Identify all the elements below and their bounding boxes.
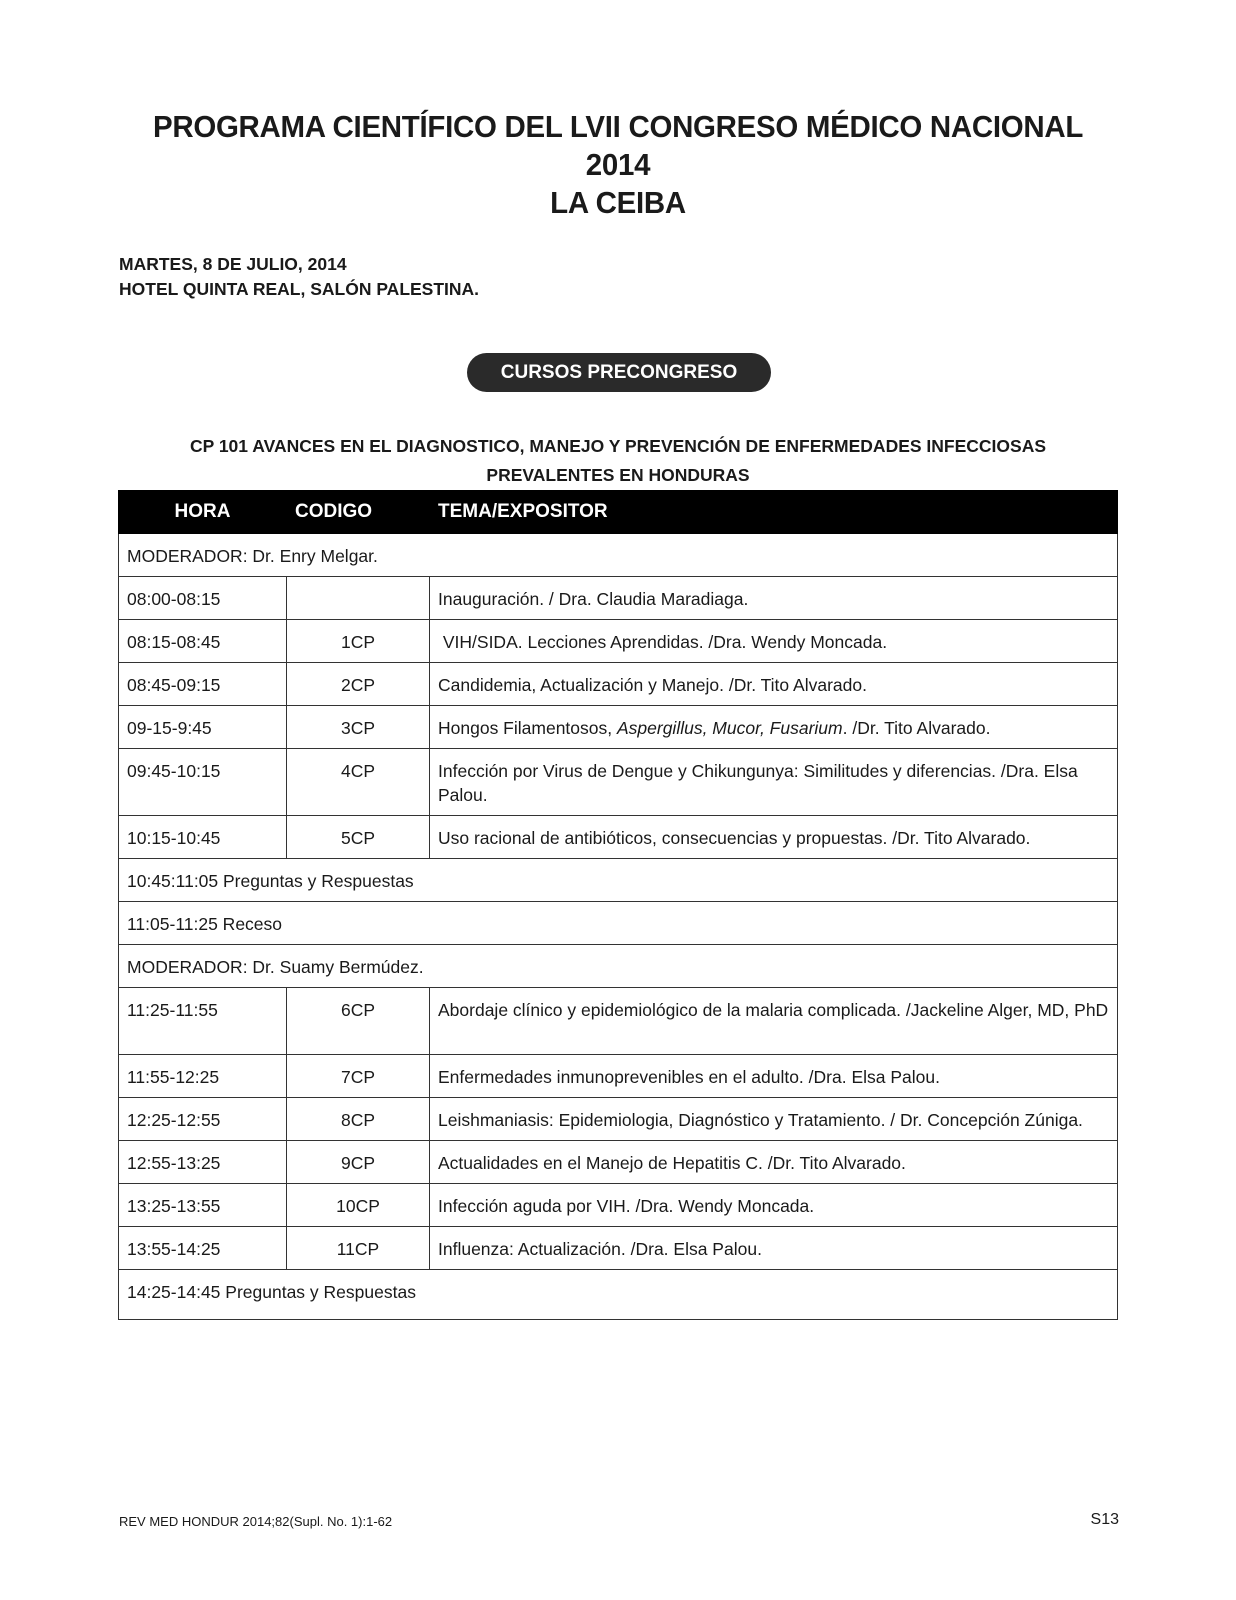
moderator-row (119, 945, 1118, 988)
codigo-cell: 3CP (287, 706, 430, 749)
table-row (119, 663, 1118, 706)
event-date: MARTES, 8 DE JULIO, 2014 (119, 254, 347, 274)
codigo-cell: 6CP (287, 988, 430, 1055)
title-line-3: LA CEIBA (550, 185, 686, 220)
course-title-line-2: PREVALENTES EN HONDURAS (486, 465, 750, 485)
tema-cell (430, 706, 1118, 749)
table-row (119, 749, 1118, 816)
codigo-cell: 9CP (287, 1141, 430, 1184)
tema-cell: Uso racional de antibióticos, consecuencias y propuestas. /Dr. Tito Alvarado. (430, 816, 1118, 859)
codigo-cell (287, 577, 430, 620)
hora-cell: 08:00-08:15 (119, 577, 287, 620)
hora-cell: 10:15-10:45 (119, 816, 287, 859)
qa-row (119, 1270, 1118, 1320)
codigo-cell: 11CP (287, 1227, 430, 1270)
title-line-2: 2014 (585, 147, 651, 182)
table-row (119, 1184, 1118, 1227)
date-venue-block (119, 252, 479, 302)
table-row (119, 816, 1118, 859)
tema-cell: Inauguración. / Dra. Claudia Maradiaga. (430, 577, 1118, 620)
break-cell: 11:05-11:25 Receso (119, 902, 1118, 945)
table-row (119, 577, 1118, 620)
hora-cell: 08:45-09:15 (119, 663, 287, 706)
qa-cell: 10:45:11:05 Preguntas y Respuestas (119, 859, 1118, 902)
codigo-cell: 2CP (287, 663, 430, 706)
section-badge: CURSOS PRECONGRESO (467, 353, 771, 392)
table-row (119, 1141, 1118, 1184)
hora-cell: 08:15-08:45 (119, 620, 287, 663)
table-row (119, 706, 1118, 749)
qa-row (119, 859, 1118, 902)
title-line-1: PROGRAMA CIENTÍFICO DEL LVII CONGRESO MÉDICO NACIONAL (152, 109, 1084, 144)
course-title (119, 432, 1117, 490)
header-tema: TEMA/EXPOSITOR (430, 491, 1118, 534)
tema-text: . /Dr. Tito Alvarado. (842, 718, 991, 738)
moderator-cell: MODERADOR: Dr. Enry Melgar. (119, 534, 1118, 577)
hora-cell: 09:45-10:15 (119, 749, 287, 816)
journal-citation: REV MED HONDUR 2014;82(Supl. No. 1):1-62 (119, 1514, 393, 1529)
hora-cell: 09-15-9:45 (119, 706, 287, 749)
hora-cell: 13:55-14:25 (119, 1227, 287, 1270)
codigo-cell: 8CP (287, 1098, 430, 1141)
moderator-row (119, 534, 1118, 577)
hora-cell: 12:55-13:25 (119, 1141, 287, 1184)
tema-cell: Infección por Virus de Dengue y Chikungunya: Similitudes y diferencias. /Dra. Elsa Palou. (430, 749, 1118, 816)
table-row (119, 1227, 1118, 1270)
tema-text: Hongos Filamentosos, (438, 718, 617, 738)
qa-cell: 14:25-14:45 Preguntas y Respuestas (119, 1270, 1118, 1320)
header-codigo: CODIGO (287, 491, 430, 534)
page-title (31, 108, 1205, 222)
tema-cell: VIH/SIDA. Lecciones Aprendidas. /Dra. Wendy Moncada. (430, 620, 1118, 663)
codigo-cell: 4CP (287, 749, 430, 816)
codigo-cell: 1CP (287, 620, 430, 663)
event-venue: HOTEL QUINTA REAL, SALÓN PALESTINA. (119, 279, 480, 299)
tema-cell: Abordaje clínico y epidemiológico de la malaria complicada. /Jackeline Alger, MD, PhD (430, 988, 1118, 1055)
table-row (119, 1098, 1118, 1141)
codigo-cell: 7CP (287, 1055, 430, 1098)
hora-cell: 11:55-12:25 (119, 1055, 287, 1098)
hora-cell: 11:25-11:55 (119, 988, 287, 1055)
hora-cell: 12:25-12:55 (119, 1098, 287, 1141)
break-row (119, 902, 1118, 945)
moderator-cell: MODERADOR: Dr. Suamy Bermúdez. (119, 945, 1118, 988)
codigo-cell: 5CP (287, 816, 430, 859)
tema-cell: Actualidades en el Manejo de Hepatitis C. /Dr. Tito Alvarado. (430, 1141, 1118, 1184)
tema-cell: Infección aguda por VIH. /Dra. Wendy Moncada. (430, 1184, 1118, 1227)
tema-cell: Influenza: Actualización. /Dra. Elsa Palou. (430, 1227, 1118, 1270)
table-row (119, 988, 1118, 1055)
table-row (119, 1055, 1118, 1098)
table-row (119, 620, 1118, 663)
header-hora: HORA (119, 491, 287, 534)
program-table (118, 490, 1118, 1320)
tema-cell: Leishmaniasis: Epidemiologia, Diagnóstico y Tratamiento. / Dr. Concepción Zúniga. (430, 1098, 1118, 1141)
codigo-cell: 10CP (287, 1184, 430, 1227)
hora-cell: 13:25-13:55 (119, 1184, 287, 1227)
tema-cell: Enfermedades inmunoprevenibles en el adulto. /Dra. Elsa Palou. (430, 1055, 1118, 1098)
course-title-line-1: CP 101 AVANCES EN EL DIAGNOSTICO, MANEJO Y PREVENCIÓN DE ENFERMEDADES INFECCIOSAS (189, 436, 1047, 456)
tema-cell: Candidemia, Actualización y Manejo. /Dr. Tito Alvarado. (430, 663, 1118, 706)
table-header-row (119, 491, 1118, 534)
page-number: S13 (1090, 1511, 1119, 1528)
tema-italic-text: Aspergillus, Mucor, Fusarium (616, 718, 843, 738)
